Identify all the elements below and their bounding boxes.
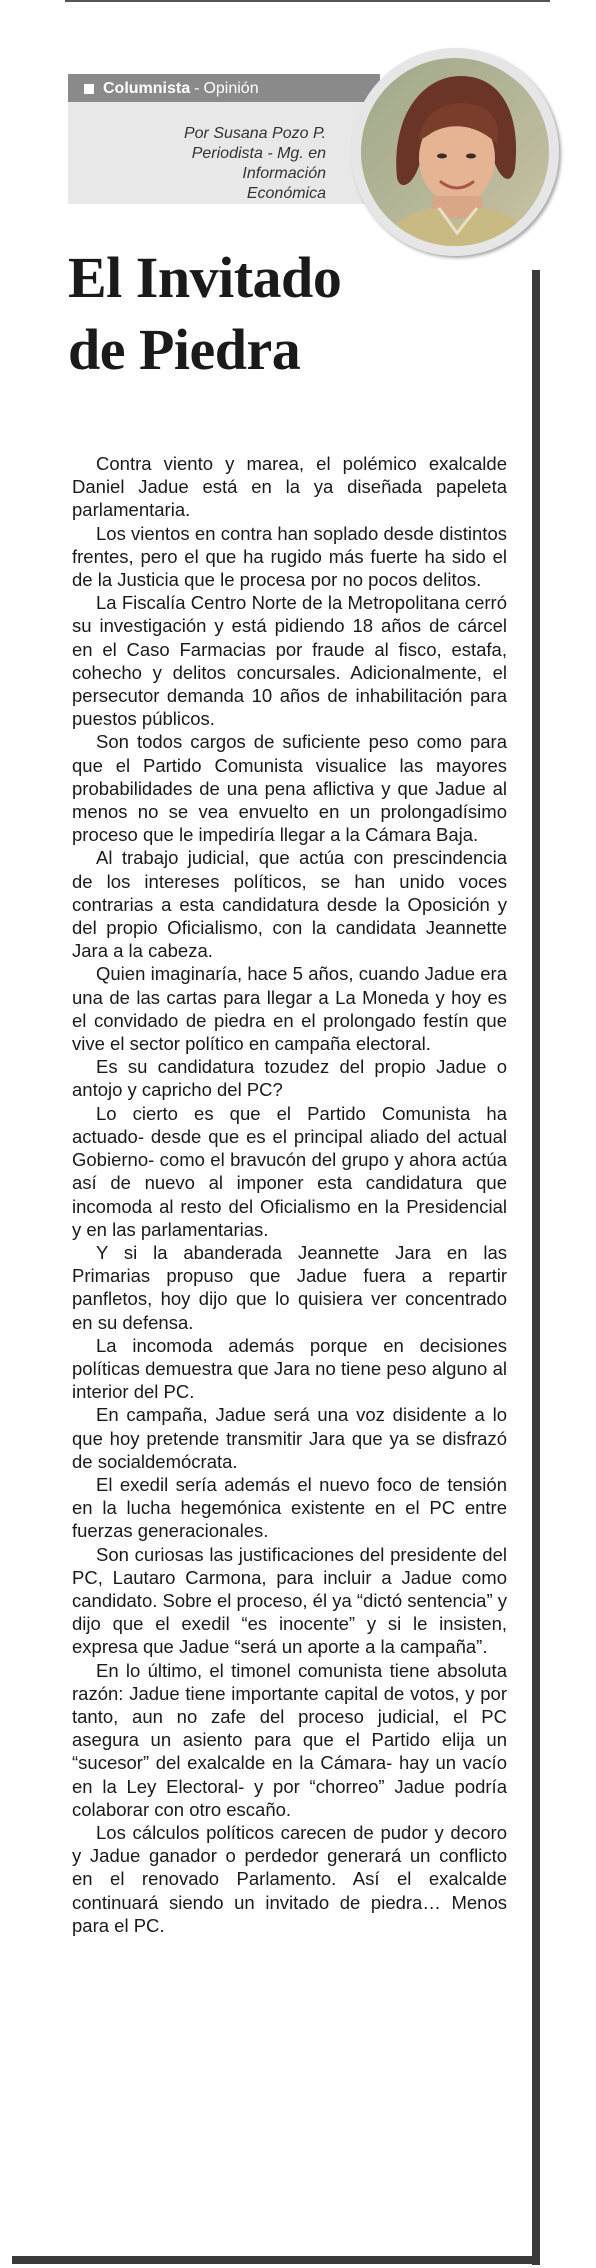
author-portrait-icon	[361, 58, 549, 246]
square-bullet-icon	[84, 84, 94, 94]
article-paragraph: Son curiosas las justificaciones del presidente del PC, Lautaro Carmona, para incluir a Jadue como candidato. Sobre el proceso, él ya “dictó sentencia” y dijo que el exedil “es inocente” y si le insisten, expresa que Jadue “será un aporte a la campaña”.	[72, 1543, 507, 1658]
article-paragraph: Y si la abanderada Jeannette Jara en las Primarias propuso que Jadue fuera a repartir panfletos, hoy dijo que lo quisiera ver concentrado en su defensa.	[72, 1241, 507, 1333]
section-category: Opinión	[203, 80, 259, 97]
article-paragraph: En campaña, Jadue será una voz disidente a lo que hoy pretende transmitir Jara que ya se disfrazó de socialdemócrata.	[72, 1404, 507, 1472]
article-title	[68, 242, 508, 386]
article-body	[72, 452, 507, 1937]
article-paragraph: Es su candidatura tozudez del propio Jadue o antojo y capricho del PC?	[72, 1056, 507, 1101]
article-paragraph: En lo último, el timonel comunista tiene absoluta razón: Jadue tiene importante capital de votos, y por tanto, aun no zafe del proceso judicial, el PC asegura un asiento para que el Partido elija un “sucesor” del exalcalde en la Cámara- hay un vacío en la Ley Electoral- y por “chorreo” Jadue podría colaborar con otro escaño.	[72, 1659, 507, 1820]
frame-bottom-bar	[12, 2256, 540, 2264]
article-paragraph: Quien imaginaría, hace 5 años, cuando Jadue era una de las cartas para llegar a La Moneda y hoy es el convidado de piedra en el prolongado festín que vive el sector político en campaña electoral.	[72, 963, 507, 1055]
author-name: Por Susana Pozo P.	[183, 125, 326, 142]
article-paragraph: Son todos cargos de suficiente peso como para que el Partido Comunista visualice las mayores probabilidades de una pena aflictiva y que Jadue al menos no se vea envuelto en un prolongadísimo proceso que le impediría llegar a la Cámara Baja.	[72, 731, 507, 846]
article-paragraph: Contra viento y marea, el polémico exalcalde Daniel Jadue está en la ya diseñada papeleta parlamentaria.	[72, 453, 507, 521]
article-paragraph: La incomoda además porque en decisiones políticas demuestra que Jara no tiene peso alguno al interior del PC.	[72, 1334, 507, 1403]
article-paragraph: Al trabajo judicial, que actúa con prescindencia de los intereses políticos, se han unido voces contrarias a esta candidatura desde la Oposición y del propio Oficialismo, con la candidata Jeannette Jara a la cabeza.	[72, 847, 507, 962]
author-credentials-cont: Económica	[246, 185, 326, 202]
frame-right-bar	[532, 270, 540, 2265]
article-title-line1: El Invitado	[68, 245, 342, 310]
article-paragraph: La Fiscalía Centro Norte de la Metropolitana cerró su investigación y está pidiendo 18 años de cárcel en el Caso Farmacias por fraude al fisco, estafa, cohecho y delitos concursales. Adicionalmente, el persecutor demanda 10 años de inhabilitación para puestos públicos.	[72, 592, 507, 730]
section-separator: -	[194, 80, 200, 97]
article-paragraph: El exedil sería además el nuevo foco de tensión en la lucha hegemónica existente en el PC entre fuerzas generacionales.	[72, 1473, 507, 1542]
section-name: Columnista	[103, 80, 191, 97]
article-title-line2: de Piedra	[68, 317, 301, 382]
article-paragraph: Los vientos en contra han soplado desde distintos frentes, pero el que ha rugido más fuerte ha sido el de la Justicia que le procesa por no pocos delitos.	[72, 522, 507, 591]
author-credentials: Periodista - Mg. en Información	[191, 145, 326, 182]
top-rule	[65, 0, 550, 2]
article-paragraph: Los cálculos políticos carecen de pudor y decoro y Jadue ganador o perdedor generará un conflicto en el renovado Parlamento. Así el exalcalde continuará siendo un invitado de piedra… Menos para el PC.	[72, 1821, 507, 1936]
author-byline	[106, 124, 326, 204]
article-paragraph: Lo cierto es que el Partido Comunista ha actuado- desde que es el principal aliado del actual Gobierno- como el bravucón del grupo y ahora actúa así de nuevo al imponer esta candidatura que incomoda al resto del Oficialismo en la Presidencial y en las parlamentarias.	[72, 1102, 507, 1240]
column-header	[84, 80, 259, 98]
